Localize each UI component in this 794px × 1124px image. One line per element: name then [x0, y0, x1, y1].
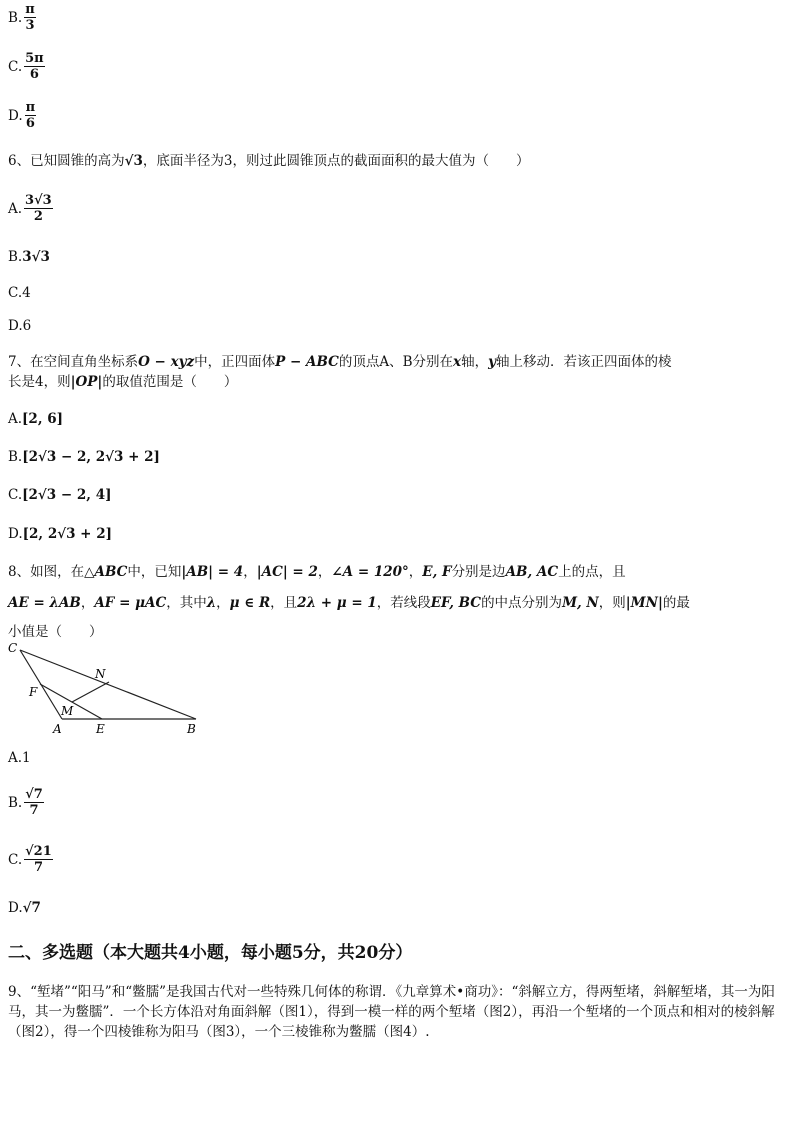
text: ，其中: [166, 595, 207, 611]
option-label: B.: [8, 794, 23, 811]
numerator: 3√3: [25, 193, 52, 208]
text: 8、如图，在△: [8, 564, 95, 580]
option-label: B.: [8, 449, 23, 465]
option-label: C.: [8, 58, 23, 75]
q6-option-a: [8, 193, 53, 224]
text: 长是4，则: [8, 374, 71, 390]
option-label: D.: [8, 526, 23, 542]
q8-stem-line1: [8, 562, 626, 582]
vector-eq: AF = μAC: [94, 595, 167, 611]
q7-option-c: [8, 485, 111, 505]
denominator: 7: [29, 803, 39, 818]
vector-eq: AE = λAB: [8, 595, 81, 611]
text: 分别是边: [451, 564, 506, 580]
math: y: [488, 354, 496, 370]
text: ，: [317, 564, 332, 580]
q5-option-d: [8, 100, 36, 131]
option-label: C.: [8, 487, 23, 503]
math: M, N: [562, 595, 599, 611]
text: 的最: [662, 595, 690, 611]
text: 的中点分别为: [481, 595, 563, 611]
label-b: B: [187, 722, 196, 736]
math: |OP|: [70, 374, 103, 390]
denominator: 7: [33, 860, 43, 875]
math: AB, AC: [505, 564, 559, 580]
fraction: [24, 51, 45, 82]
option-label: B.: [8, 9, 23, 26]
denominator: 3: [25, 18, 35, 33]
text: ，: [80, 595, 95, 611]
q7-option-d: [8, 524, 112, 544]
option-value: [2, 2√3 + 2]: [22, 526, 112, 542]
fraction: [24, 787, 44, 818]
q6-stem-text-2: ，底面半径为3，则过此圆锥顶点的截面面积的最大值为（ ）: [142, 153, 530, 169]
numerator: π: [25, 2, 35, 17]
math: λ: [206, 595, 217, 611]
text: 的取值范围是（ ）: [102, 374, 238, 390]
math: ABC: [94, 564, 128, 580]
option-value: [2√3 − 2, 2√3 + 2]: [22, 449, 160, 465]
label-f: F: [29, 685, 38, 699]
option-label: B.: [8, 249, 23, 265]
label-c: C: [8, 641, 18, 655]
text: 轴上移动．若该正四面体的棱: [495, 354, 672, 370]
label-e: E: [96, 722, 105, 736]
q8-stem-line3: 小值是（ ）: [8, 624, 103, 640]
q5-option-b: [8, 2, 36, 33]
q9-paragraph: 9、“堑堵”“阳马”和“鳖臑”是我国古代对一些特殊几何体的称谓．《九章算术•商功》：“斜解立方，得两堑堵，斜解堑堵，其一为阳马，其一为鳖臑”．一个长方体沿对角面斜解（图1），得到一模一样的两个堑堵（图2），再沿一个堑堵的一个顶点和相对的棱斜解（图2），得一个四棱锥称为阳马（图3），一个三棱锥称为鳖臑（图4）.: [8, 984, 775, 1040]
q6-option-b: [8, 247, 50, 267]
option-value: 3√3: [22, 249, 50, 265]
option-label: A.: [8, 200, 23, 217]
math: x: [453, 354, 462, 370]
option-label: D.: [8, 900, 23, 916]
option-label: D.: [8, 107, 23, 124]
q7-stem-line1: [8, 352, 671, 372]
option-value: [2, 6]: [22, 411, 64, 427]
numerator: π: [25, 100, 36, 115]
math: ∠A = 120°: [331, 564, 409, 580]
q7-option-b: [8, 447, 160, 467]
q6-stem-text: 6、已知圆锥的高为: [8, 153, 125, 169]
denominator: 6: [25, 116, 35, 131]
option-label: A.: [8, 411, 23, 427]
text: ，则: [598, 595, 626, 611]
math: μ ∈ R: [229, 595, 271, 611]
q8-stem-line2: [8, 593, 690, 613]
label-m: M: [61, 704, 74, 718]
math: P − ABC: [275, 354, 339, 370]
denominator: 2: [33, 209, 43, 224]
label-n: N: [95, 667, 106, 681]
text: 中，已知: [127, 564, 182, 580]
q8-option-c: [8, 844, 53, 875]
numerator: √7: [25, 787, 43, 802]
text: 中，正四面体: [194, 354, 276, 370]
triangle-figure: [6, 638, 206, 738]
segment-mn: [72, 682, 109, 702]
text: ，: [408, 564, 423, 580]
text: 轴，: [461, 354, 489, 370]
q6-option-d: D.6: [8, 318, 32, 334]
math: 2λ + μ = 1: [297, 595, 377, 611]
q8-option-d: [8, 898, 41, 918]
numerator: 5π: [25, 51, 44, 66]
label-a: A: [53, 722, 62, 736]
text: 的顶点A、B分别在: [338, 354, 454, 370]
q7-option-a: [8, 409, 63, 429]
math: E, F: [422, 564, 452, 580]
text: ，: [243, 564, 257, 580]
q8-option-b: [8, 787, 44, 818]
q7-stem-line2: [8, 372, 237, 392]
math: O − xyz: [138, 354, 195, 370]
text: 上的点，且: [558, 564, 626, 580]
fraction: [24, 844, 53, 875]
fraction: [24, 2, 36, 33]
option-value: [2√3 − 2, 4]: [22, 487, 112, 503]
fraction: [25, 100, 37, 131]
q6-option-c: C.4: [8, 285, 31, 301]
text: ，若线段: [376, 595, 431, 611]
denominator: 6: [29, 67, 39, 82]
edge-cb: [20, 650, 196, 719]
option-label: C.: [8, 851, 23, 868]
math: |MN|: [625, 595, 663, 611]
text: 7、在空间直角坐标系: [8, 354, 139, 370]
math: |AC| = 2: [256, 564, 318, 580]
math: |AB| = 4: [181, 564, 244, 580]
section-heading: 二、多选题（本大题共4小题，每小题5分，共20分）: [8, 943, 413, 963]
q8-option-a: A.1: [8, 750, 31, 766]
numerator: √21: [25, 844, 52, 859]
option-value: √7: [22, 900, 41, 916]
q6-height-value: √3: [124, 153, 143, 169]
math: EF, BC: [430, 595, 482, 611]
q5-option-c: [8, 51, 45, 82]
text: ，: [216, 595, 230, 611]
fraction: [24, 193, 53, 224]
text: ，且: [270, 595, 298, 611]
q6-stem: [8, 151, 529, 171]
